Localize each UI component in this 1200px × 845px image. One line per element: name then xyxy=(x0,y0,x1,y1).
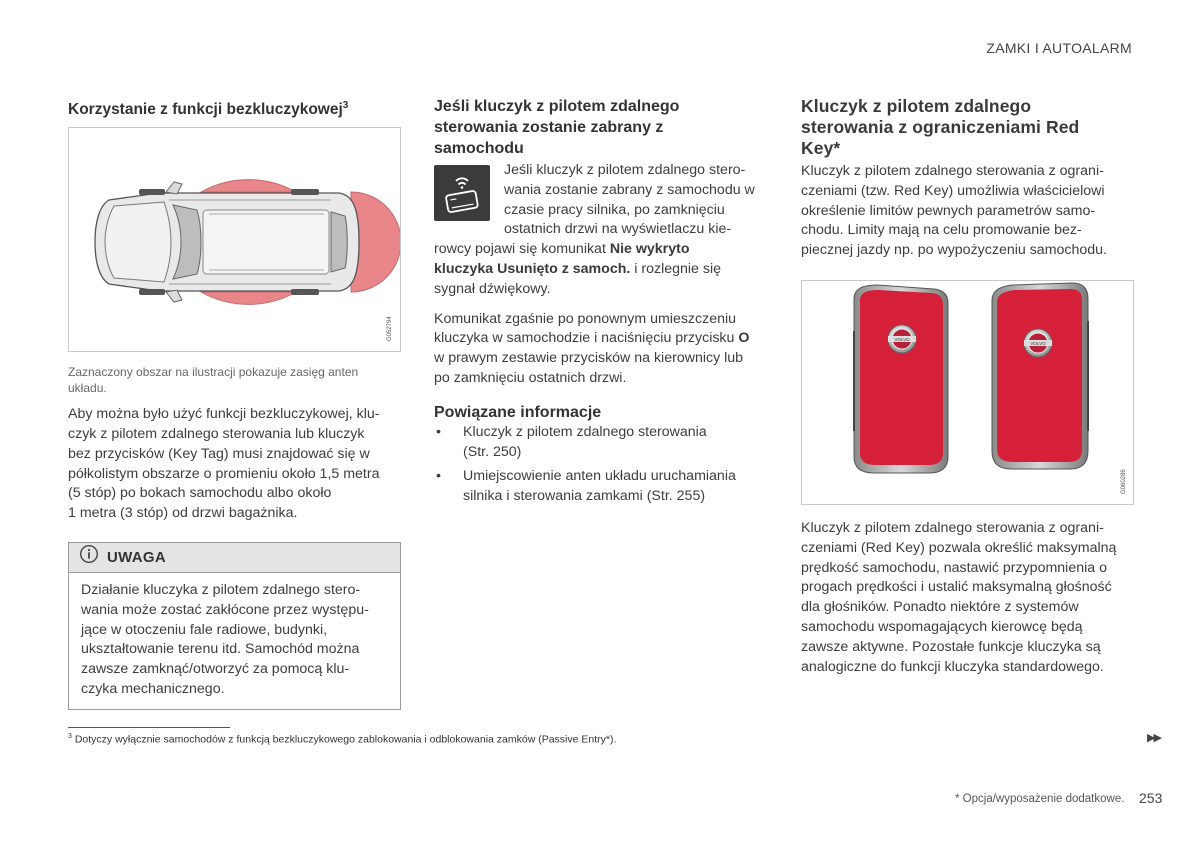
figure-code: G060286 xyxy=(1121,469,1127,494)
text-span: kluczyka w samochodzie i naciśnięciu przycisku xyxy=(434,330,739,347)
text-line: jące w otoczeniu fale radiowe, budynki, xyxy=(81,621,328,638)
related-link-line: silnika i sterowania zamkami (Str. 255) xyxy=(463,488,706,505)
heading-line: Jeśli kluczyk z pilotem zdalnego xyxy=(434,98,680,115)
red-key-illustration xyxy=(802,281,1133,504)
column-middle xyxy=(434,96,764,507)
heading-keyless-text: Korzystanie z funkcji bezkluczykowej xyxy=(68,101,343,119)
text-line: bez przycisków (Key Tag) musi znajdować się w xyxy=(68,445,370,462)
text-line xyxy=(434,240,764,260)
red-key-back xyxy=(992,283,1088,469)
related-link[interactable] xyxy=(434,467,764,507)
heading-key-removed xyxy=(434,96,764,159)
heading-line: samochodu xyxy=(434,140,524,157)
car-rear-window xyxy=(331,212,347,272)
column-left xyxy=(68,96,401,710)
text-line: Kluczyk z pilotem zdalnego sterowania z ograni- xyxy=(801,519,1104,536)
message-off-paragraph xyxy=(434,310,764,389)
heading-line: sterowania z ograniczeniami Red xyxy=(801,117,1080,137)
footnote-text: Dotyczy wyłącznie samochodów z funkcją bezkluczykowego zablokowania i odblokowania zamków (Passive Entry*). xyxy=(71,733,617,746)
related-link-line: (Str. 250) xyxy=(463,443,522,460)
text-line: ukształtowanie terenu itd. Samochód można xyxy=(81,641,360,658)
volvo-logo-text: VOLVO xyxy=(1030,340,1046,346)
related-link-line: • Umiejscowienie anten układu uruchamiania xyxy=(463,468,736,485)
red-key-figure xyxy=(801,280,1134,505)
text-line: czyk z pilotem zdalnego sterowania lub kluczyk xyxy=(68,425,365,442)
text-line: sygnał dźwiękowy. xyxy=(434,280,551,297)
car-mirror-left xyxy=(166,182,182,194)
text-line: 1 metra (3 stóp) od drzwi bagażnika. xyxy=(68,505,298,522)
related-link-line: • Kluczyk z pilotem zdalnego sterowania xyxy=(463,423,707,440)
note-header xyxy=(69,543,400,573)
key-fob-warning-icon xyxy=(434,165,490,221)
car-top-view-illustration xyxy=(69,128,400,351)
text-line: dla głośników. Ponadto niektóre z systemów xyxy=(801,599,1079,616)
key-removed-paragraph xyxy=(434,161,764,300)
text-line: analogiczne do funkcji kluczyka standardowego. xyxy=(801,658,1104,675)
text-span: i rozlegnie się xyxy=(630,260,722,277)
figure-caption: Zaznaczony obszar na ilustracji pokazuje zasięg anten układu. xyxy=(68,365,359,396)
text-line xyxy=(434,329,764,349)
range-zone-top xyxy=(201,180,296,192)
text-line: Jeśli kluczyk z pilotem zdalnego stero- xyxy=(504,162,746,178)
keyless-description xyxy=(68,405,401,524)
text-line: Aby można było użyć funkcji bezkluczykowej, klu- xyxy=(68,406,380,423)
option-footnote: * Opcja/wyposażenie dodatkowe. xyxy=(955,793,1125,805)
red-key-intro xyxy=(801,162,1134,261)
heading-keyless xyxy=(68,96,401,120)
text-line: wania może zostać zakłócone przez występu- xyxy=(81,601,369,618)
text-line: Komunikat zgaśnie po ponownym umieszczeniu xyxy=(434,310,737,327)
text-line: w prawym zestawie przycisków na kierownicy lub xyxy=(434,350,744,367)
note-box xyxy=(68,542,401,710)
text-line xyxy=(434,260,764,280)
text-line: określenie limitów pewnych parametrów samo- xyxy=(801,202,1096,219)
footnote xyxy=(68,733,616,746)
text-line: czeniami (Red Key) pozwala określić maksymalną xyxy=(801,539,1117,556)
text-line: samochodu wspomagających kierowcę będą xyxy=(801,618,1083,635)
text-line: zawsze aktywne. Pozostałe funkcje kluczyka są xyxy=(801,638,1101,655)
footnote-divider xyxy=(68,727,230,728)
range-zone-bottom xyxy=(201,292,296,304)
text-line: po zamknięciu ostatnich drzwi. xyxy=(434,369,627,386)
related-info-heading: Powiązane informacje xyxy=(434,403,602,421)
antenna-range-figure xyxy=(68,127,401,352)
message-text: Nie wykryto xyxy=(609,241,690,258)
page-number: 253 xyxy=(1139,790,1163,806)
red-key-description xyxy=(801,519,1134,677)
car-hood xyxy=(105,202,171,282)
heading-line: Kluczyk z pilotem zdalnego xyxy=(801,96,1032,116)
section-title: ZAMKI I AUTOALARM xyxy=(986,40,1132,56)
volvo-logo-text: VOLVO xyxy=(894,336,910,342)
text-line: Kluczyk z pilotem zdalnego sterowania z ograni- xyxy=(801,163,1104,179)
note-body xyxy=(69,573,400,709)
text-line: piecznej jazdy np. po wypożyczeniu samochodu. xyxy=(801,242,1107,259)
info-icon xyxy=(79,544,99,571)
car-mirror-right xyxy=(166,290,182,302)
button-symbol: O xyxy=(738,330,750,347)
red-key-front xyxy=(854,285,948,473)
footnote-number: 3 xyxy=(68,733,72,740)
footnote-ref: 3 xyxy=(342,100,349,111)
text-line: (5 stóp) po bokach samochodu albo około xyxy=(68,485,332,502)
text-line: zawsze zamknąć/otworzyć za pomocą klu- xyxy=(81,661,350,678)
text-span: rowcy pojawi się komunikat xyxy=(434,241,610,258)
text-line: czasie pracy silnika, po zamknięciu xyxy=(504,201,725,218)
text-line: ostatnich drzwi na wyświetlaczu kie- xyxy=(504,221,732,238)
heading-red-key xyxy=(801,96,1134,159)
heading-line: sterowania zostanie zabrany z xyxy=(434,119,664,136)
text-line: czeniami (tzw. Red Key) umożliwia właścicielowi xyxy=(801,182,1105,199)
text-line: chodu. Limity mają na celu promowanie bez- xyxy=(801,222,1082,239)
column-right xyxy=(801,96,1134,677)
car-roof xyxy=(203,210,329,274)
text-line: Działanie kluczyka z pilotem zdalnego stero- xyxy=(81,581,361,598)
text-line: półkolistym obszarze o promieniu około 1,5 metra xyxy=(68,465,380,482)
related-info-list xyxy=(434,423,764,507)
related-link[interactable] xyxy=(434,423,764,463)
continue-arrow-icon: ▶▶ xyxy=(1147,732,1160,744)
text-line: progach prędkości i ustalić maksymalną głośność xyxy=(801,579,1112,596)
message-text: kluczyka Usunięto z samoch. xyxy=(434,260,631,277)
text-line: czyka mechanicznego. xyxy=(81,680,225,697)
figure-code: G052794 xyxy=(387,316,393,342)
text-line: wania zostanie zabrany z samochodu w xyxy=(504,181,755,198)
note-title: UWAGA xyxy=(107,548,166,566)
heading-line: Key* xyxy=(801,138,841,158)
text-line: prędkość samochodu, nastawić przypomnienia o xyxy=(801,559,1107,576)
